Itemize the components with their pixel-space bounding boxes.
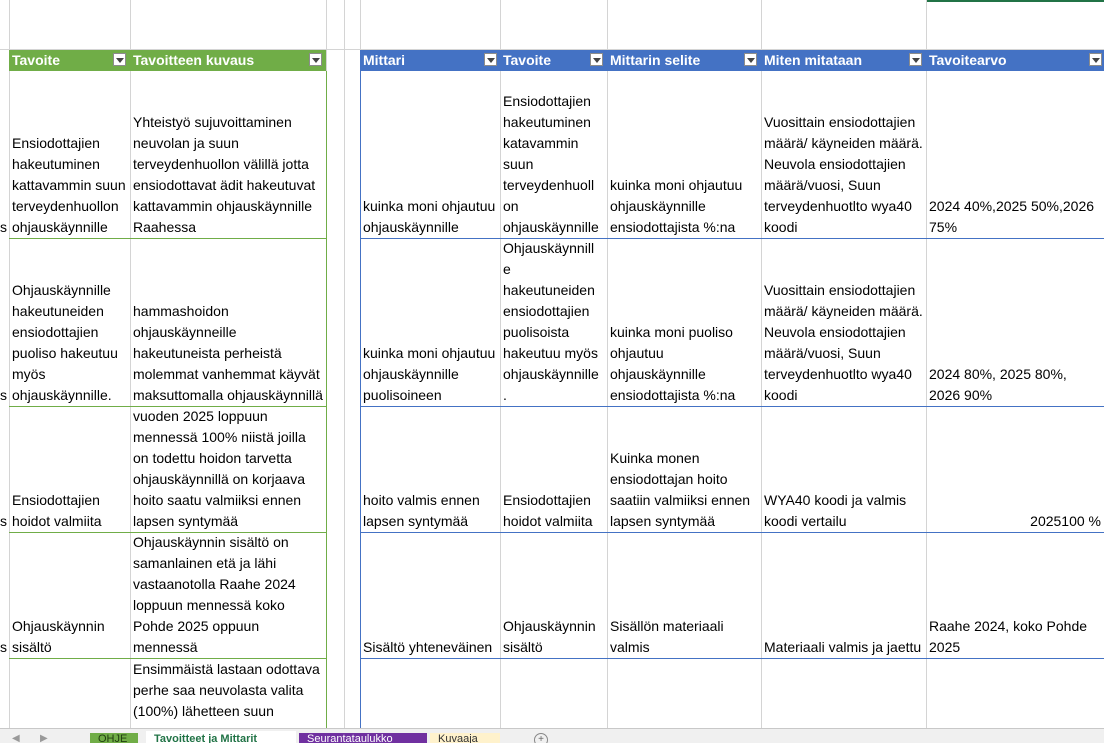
header-mittari[interactable] [360,50,500,71]
header-label: Mittarin selite [610,52,701,68]
table-cell[interactable]: Ohjauskäynnill e hakeutuneiden ensiodottajien puolisoista hakeutuu myös ohjauskäynnille . [503,240,599,403]
add-sheet-icon[interactable]: + [534,733,548,743]
table-cell[interactable]: kuinka moni puoliso ohjautuu ohjauskäynnille ensiodottajista %:na [610,324,736,403]
table-cell[interactable]: vuoden 2025 loppuun mennessä 100% niistä joilla on todettu hoidon tarvetta ohjauskäynnillä on korjaava hoito saatu valmiiksi ennen lapsen syntymää [133,408,306,529]
table-cell[interactable]: kuinka moni ohjautuu ohjauskäynnille puolisoineen [363,345,496,403]
header-tavoite[interactable] [9,50,130,71]
header-tavoite-2[interactable] [500,50,607,71]
gridline [344,0,345,728]
header-label: Tavoitearvo [929,52,1007,68]
tab-ohje[interactable]: OHJE [90,733,138,743]
filter-dropdown-icon[interactable] [909,53,922,66]
header-tavoitearvo[interactable] [926,50,1104,71]
table-cell[interactable]: 2024 40%,2025 50%,2026 75% [929,198,1095,235]
table-cell[interactable]: Vuosittain ensiodottajien määrä/ käyneiden määrä. Neuvola ensiodottajien määrä/vuosi, Suun terveydenhuotlto wya40 koodi [764,282,923,403]
row-border [360,658,1104,659]
table-cell[interactable]: Ohjauskäynnin sisältö [503,618,596,655]
table-border [326,71,327,728]
tab-seurantataulukko[interactable]: Seurantataulukko [299,733,427,743]
clipped-cell: s [0,219,7,235]
prev-sheet-icon[interactable]: ◀ [12,733,20,743]
table-cell[interactable]: hoito valmis ennen lapsen syntymää [363,492,480,529]
table-cell[interactable]: Sisällön materiaali valmis [610,618,724,655]
filter-dropdown-icon[interactable] [590,53,603,66]
table-cell[interactable]: Ohjauskäynnin sisältö on samanlainen etä ja lähi vastaanotolla Raahe 2024 loppuun mennessä koko Pohde 2025 oppuun mennessä [133,534,296,655]
selected-cell-indicator [927,0,1104,2]
next-sheet-icon[interactable]: ▶ [40,733,48,743]
table-cell[interactable]: Yhteistyö sujuvoittaminen neuvolan ja suun terveydenhuollon välillä jotta ensiodottavat ädit hakeutuvat kattavammin ohjauskäynnille Raahessa [133,114,316,235]
table-cell[interactable]: WYA40 koodi ja valmis koodi vertailu [764,492,907,529]
header-label: Miten mitataan [764,52,863,68]
table-cell[interactable]: Ohjauskäynnin sisältö [12,618,105,655]
table-cell[interactable]: kuinka moni ohjautuu ohjauskäynnille [363,198,496,235]
clipped-cell: s [0,387,7,403]
filter-dropdown-icon[interactable] [113,53,126,66]
table-cell[interactable]: Ensiodottajien hoidot valmiita [503,492,593,529]
table-cell[interactable]: 2025100 % [1030,513,1101,529]
filter-dropdown-icon[interactable] [1089,53,1102,66]
header-label: Tavoitteen kuvaus [133,52,255,68]
table-cell[interactable]: Ensimmäistä lastaan odottava perhe saa neuvolasta valita (100%) lähetteen suun [133,661,320,719]
header-mittarin-selite[interactable] [607,50,761,71]
header-miten-mitataan[interactable] [761,50,926,71]
table-cell[interactable]: Raahe 2024, koko Pohde 2025 [929,618,1088,655]
header-label: Tavoite [503,52,551,68]
filter-dropdown-icon[interactable] [309,53,322,66]
sheet-tab-bar [0,728,1104,743]
table-cell[interactable]: Sisältö yhteneväinen [363,639,493,655]
tab-kuvaaja[interactable]: Kuvaaja [430,733,500,743]
clipped-cell: s [0,639,7,655]
clipped-cell: s [0,513,7,529]
header-label: Mittari [363,52,405,68]
table-cell[interactable]: 2024 80%, 2025 80%, 2026 90% [929,366,1067,403]
table-cell[interactable]: Ensiodottajien hoidot valmiita [12,492,102,529]
table-cell[interactable]: Ensiodottajien hakeutuminen kattavammin suun terveydenhuollon ohjauskäynnille [12,135,126,235]
table-cell[interactable]: hammashoidon ohjauskäynneille hakeutuneista perheistä molemmat vanhemmat käyvät maksuttomalla ohjauskäynnillä [133,303,323,403]
header-tavoitteen-kuvaus[interactable] [130,50,326,71]
table-cell[interactable]: Materiaali valmis ja jaettu [764,639,922,655]
table-cell[interactable]: Ohjauskäynnille hakeutuneiden ensiodottajien puoliso hakeutuu myös ohjauskäynnille. [12,282,118,403]
header-label: Tavoite [12,52,60,68]
table-cell[interactable]: kuinka moni ohjautuu ohjauskäynnille ensiodottajista %:na [610,177,743,235]
table-cell[interactable]: Vuosittain ensiodottajien määrä/ käyneiden määrä. Neuvola ensiodottajien määrä/vuosi, Suun terveydenhuotlto wya40 koodi [764,114,923,235]
filter-dropdown-icon[interactable] [744,53,757,66]
table-cell[interactable]: Ensiodottajien hakeutuminen katavammin suun terveydenhuoll on ohjauskäynnille [503,93,599,235]
tab-tavoitteet-ja-mittarit[interactable]: Tavoitteet ja Mittarit [146,731,296,743]
table-cell[interactable]: Kuinka monen ensiodottajan hoito saatiin valmiiksi ennen lapsen syntymää [610,450,751,529]
filter-dropdown-icon[interactable] [484,53,497,66]
